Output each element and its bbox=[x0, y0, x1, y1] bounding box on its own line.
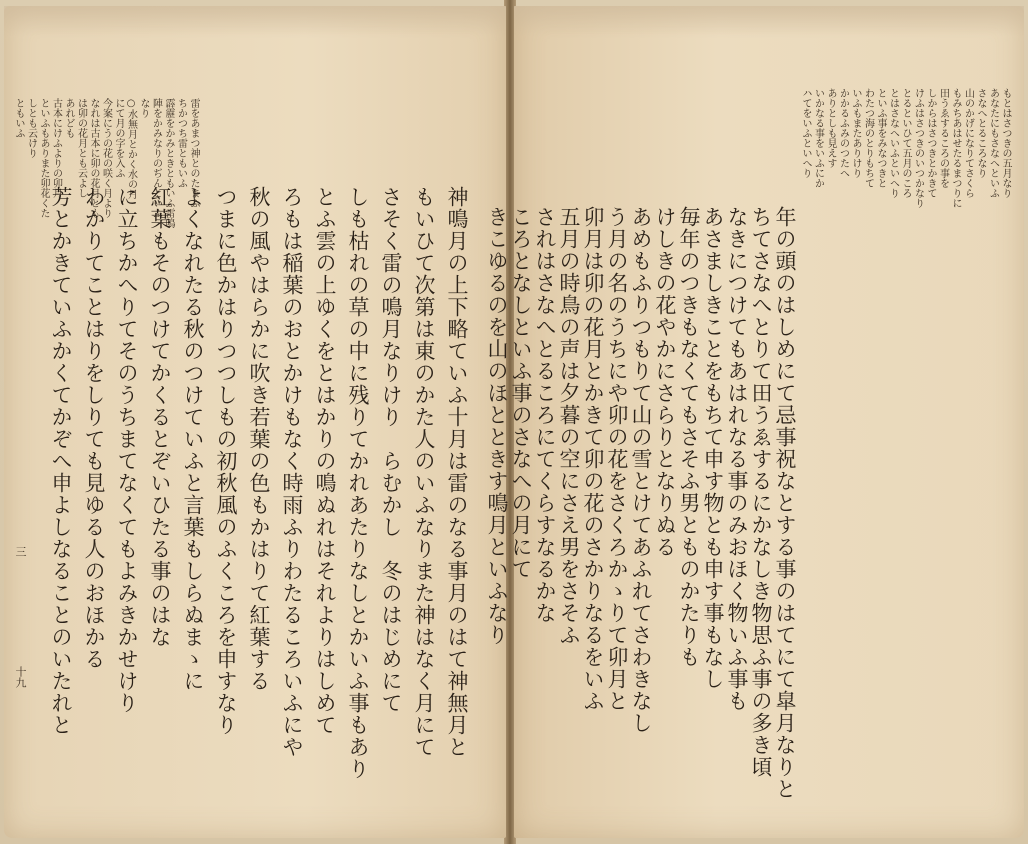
annotation-line: 山のかげになりてさくら bbox=[962, 88, 974, 198]
text-column: しも枯れの草の中に残りてかれあたりなしとかいふ事もあり bbox=[346, 186, 370, 780]
text-column: けしきの花やかにさらりとなりぬる bbox=[653, 206, 677, 558]
text-column: されはさなへとるころにてくらすなるかな bbox=[533, 206, 557, 624]
text-column: わかりてことはりをしりても見ゆる人のおほかる bbox=[82, 186, 106, 670]
annotation-line: とはさなへいふといへり bbox=[887, 88, 899, 198]
annotation-line: さなへとるころなり bbox=[975, 88, 986, 178]
annotation-line: いふもまたありけり bbox=[850, 88, 861, 178]
annotation-line: にて月の字を入ふ bbox=[113, 98, 124, 178]
right-page bbox=[485, 6, 1024, 838]
text-column: 芳とかきていふかくてかぞへ申よしなることのいたれと bbox=[49, 186, 73, 736]
text-column: 毎年のつきもなくてもさそふ男とものかたりも bbox=[677, 206, 701, 668]
annotation-line: ○水無月とかく水の月 bbox=[125, 98, 137, 199]
text-column: あさましきことをもちて申す物とも申す事もなし bbox=[701, 206, 725, 690]
text-column: よくなれたる秋のつけていふと言葉もしらぬまゝに bbox=[181, 186, 205, 692]
text-column: 神鳴月の上下略ていふ十月は雷のなる事月のはて神無月と bbox=[445, 186, 469, 758]
annotation-line: いかなる事をいふにか bbox=[812, 88, 824, 188]
annotation-line: といふもありまた卯花くた bbox=[38, 98, 49, 218]
annotation-line: けふはさつきのいつかなり bbox=[912, 88, 924, 208]
text-column: ころとなしといふ事のさなへの月にて bbox=[509, 206, 533, 580]
annotation-line: とるといひて五月のころ bbox=[900, 88, 911, 198]
text-column: 紅葉もそのつけてかくるとぞいひたる事のはな bbox=[148, 186, 172, 648]
annotation-line: といふ事をみなつきと bbox=[875, 88, 886, 188]
text-column: あめもふりつもりて山の雪とけてあふれてさわきなし bbox=[629, 206, 653, 734]
annotation-line: わたつ海のとりもちて bbox=[862, 88, 874, 188]
left-page bbox=[4, 6, 509, 838]
annotation-line: あなたにもさなへといふ bbox=[987, 88, 999, 198]
text-column: 卯月は卯の花月とかきて卯の花のさかりなるをいふ bbox=[581, 206, 605, 712]
text-column: う月の名のうちにや卯の花をさくろかゝりて卯月と bbox=[605, 206, 629, 712]
annotation-line: もとはさつきの五月なり bbox=[1000, 88, 1011, 198]
annotation-line: なり bbox=[138, 98, 149, 118]
annotation-line: しからはさつきとかきて bbox=[925, 88, 936, 198]
annotation-line: ともいふ bbox=[13, 98, 24, 138]
annotation-line: ちかつち雷ともいふ bbox=[175, 98, 187, 188]
annotation-line: 今案にうの花の咲く月より bbox=[100, 98, 112, 218]
left-page-number: 三 bbox=[14, 546, 27, 557]
annotation-line: ありとしも見えす bbox=[825, 88, 836, 168]
text-column: つまに色かはりつつしもの初秋風のふくころを申すなり bbox=[214, 186, 238, 736]
text-column: もいひて次第は東のかた人のいふなりまた神はなく月にて bbox=[412, 186, 436, 758]
text-column: に立ちかへりてそのうちまてなくてもよみきかせけり bbox=[115, 186, 139, 714]
text-column: ちてさなへとりて田うゑするにかなしき物思ふ事の多き頃 bbox=[749, 206, 773, 778]
annotation-line: なれは古本に卯の花月とも bbox=[88, 98, 99, 218]
annotation-line: 陣をかみなりのぢんといふ bbox=[150, 98, 162, 218]
text-column: きこゆるのを山のほとときす鳴月といふなり bbox=[485, 206, 509, 646]
page-top-edge bbox=[4, 6, 506, 36]
annotation-line: しとも云けり bbox=[25, 98, 37, 158]
text-column: 秋の風やはらかに吹き若葉の色もかはりて紅葉する bbox=[247, 186, 271, 692]
text-column: なきにつけてもあはれなる事のみおほく物いふ事も bbox=[725, 206, 749, 712]
annotation-line: ハてをいふといへり bbox=[800, 88, 811, 178]
text-column: とふ雲の上ゆくをとはかりの鳴ぬれはそれよりはしめて bbox=[313, 186, 337, 736]
annotation-line: あれども bbox=[63, 98, 74, 138]
annotation-line: かかるふみのつたへ bbox=[837, 88, 849, 178]
annotation-line: は卯の花月とも云よし bbox=[75, 98, 87, 198]
text-column: ろもは稲葉のおとかけもなく時雨ふりわたるころいふにや bbox=[280, 186, 304, 758]
annotation-line: 雷をあまつ神とのたまふ bbox=[188, 98, 199, 208]
annotation-line: もみちあはせたるまつりに bbox=[950, 88, 961, 208]
text-column: 五月の時鳥の声は夕暮の空にさえ男をさそふ bbox=[557, 206, 581, 646]
annotation-line: 古本にけふよりの卯月 bbox=[50, 98, 62, 198]
text-column: さそく雷の鳴月なりけり らむかし 冬のはじめにて bbox=[379, 186, 403, 714]
page-top-edge bbox=[514, 6, 1024, 36]
annotation-line: 田うゑするころの事を bbox=[937, 88, 949, 188]
left-folio-number: 十九 bbox=[14, 666, 27, 688]
text-column: 年の頭のはしめにて忌事祝なとする事のはてにて皐月なりと bbox=[773, 206, 797, 800]
annotation-line: 霹靂をかみときともいふ雷鳴 bbox=[163, 98, 174, 228]
